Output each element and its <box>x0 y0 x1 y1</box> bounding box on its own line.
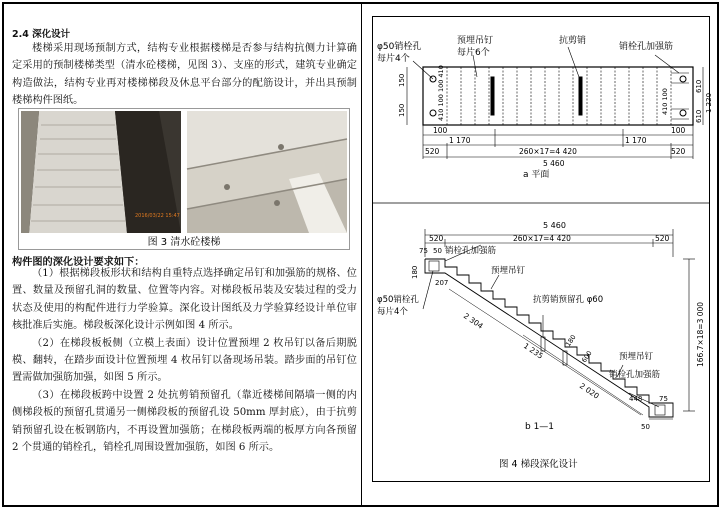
page-bottom-rule <box>2 505 719 507</box>
plan-hanger-label: 预埋吊钉 <box>457 36 494 46</box>
section-heading: 2.4 深化设计 <box>12 29 71 40</box>
plan-dim-total: 5 460 <box>543 159 565 168</box>
section-view <box>423 229 695 419</box>
plan-dim-1170b: 1 170 <box>625 136 647 145</box>
section-hanger-a-label: 预埋吊钉 <box>491 266 526 276</box>
stair-drawing <box>373 17 713 481</box>
requirements-list <box>12 265 357 456</box>
section-dim-right: 520 <box>655 234 670 243</box>
plan-dim-right: 520 <box>671 147 686 156</box>
plan-dim-middle: 260×17=4 420 <box>519 147 577 156</box>
requirement-item-2: （2）在梯段板板侧（立模上表面）设计位置预埋 2 枚吊钉以备后期脱模、翻转，在踏步面设计位置预埋 4 枚吊钉以备现场吊装。踏步面的吊钉位置需做加强筋加强，如图 5 所示。 <box>12 337 357 384</box>
column-divider <box>361 2 362 505</box>
stair-photo-panel <box>18 108 350 250</box>
figure-box <box>372 16 713 482</box>
requirements-title: 构件图的深化设计要求如下： <box>12 256 145 268</box>
section-dim-2304: 2 304 <box>461 311 485 331</box>
requirement-item-3: （3）在梯段板跨中设置 2 处抗剪销预留孔（靠近楼梯间隔墙一侧的内侧梯段板的预留孔贯通另一侧梯段板的预留孔设 50mm 厚封底），由于抗剪销预留孔设在板钢筋内，不再设置加强筋；在梯段板两端的板厚方向各预留 2 个贯通的销栓孔，销栓孔周围设置加强筋，如图 6 所示。 <box>12 389 357 454</box>
section-dim-total: 5 460 <box>543 221 566 230</box>
section-title: b 1—1 <box>525 422 555 432</box>
section-hanger-b-label: 预埋吊钉 <box>619 352 654 362</box>
plan-dim-610b: 610 <box>695 79 703 93</box>
plan-dim-100a: 100 <box>433 126 448 135</box>
plan-shear-pin-label: 抗剪销 <box>559 36 587 46</box>
section-pin-hole-label: φ50销栓孔 <box>377 295 419 305</box>
intro-paragraph: 楼梯采用现场预制方式，结构专业根据楼梯是否参与结构抗侧力计算确定采用的预制楼梯类型（清水砼楼梯，见图 3）、支座的形式，建筑专业确定构造做法，结构专业再对楼梯梯段及休息平台部分的配筋设计，并出具预制楼梯构件图纸。 <box>12 43 357 107</box>
photo-right <box>187 111 347 233</box>
section-dim-2020: 2 020 <box>577 381 601 401</box>
section-dim-50: 50 <box>433 247 442 255</box>
section-dim-height: 166.7×18=3 000 <box>696 301 705 367</box>
section-dim-middle: 260×17=4 420 <box>513 234 571 243</box>
plan-dim-1170a: 1 170 <box>449 136 471 145</box>
figure-caption: 图 4 梯段深化设计 <box>499 459 578 470</box>
section-dim-50b: 50 <box>641 423 650 431</box>
plan-dim-100b: 100 <box>671 126 686 135</box>
section-dim-600: 600 <box>580 349 594 365</box>
section-rebar-bottom-label: 销栓孔加强筋 <box>609 370 661 380</box>
section-dim-75: 75 <box>419 247 428 255</box>
section-pin-hole-count: 每片4个 <box>377 307 408 317</box>
section-rebar-top-label: 销栓孔加强筋 <box>445 246 497 256</box>
plan-pin-hole-label: φ50销栓孔 <box>377 42 422 52</box>
plan-dim-width: 1 220 <box>705 92 713 113</box>
requirement-item-1: （1）根据梯段板形状和结构自重特点选择确定吊钉和加强筋的规格、位置、数量及预留孔洞的数量、位置等内容。对梯段板吊装及安装过程的受力状态及使用的构配件进行力学验算。深化设计图纸及力学验算经设计单位审核批准后实施。梯段板深化设计示例如图 4 所示。 <box>12 268 357 332</box>
section-dim-207: 207 <box>435 279 449 287</box>
stair-photos <box>19 109 349 249</box>
plan-title: a 平面 <box>523 170 550 180</box>
plan-pin-hole-count: 每片4个 <box>377 54 410 64</box>
section-dim-180b: 180 <box>564 333 578 349</box>
section-dim-left: 520 <box>429 234 444 243</box>
section-dim-75b: 75 <box>659 395 668 403</box>
photo-caption: 图 3 清水砼楼梯 <box>147 237 221 248</box>
plan-dim-left: 520 <box>425 147 440 156</box>
section-dim-448: 448 <box>629 395 643 403</box>
section-dim-1235: 1 235 <box>521 341 545 361</box>
plan-rebar-label: 销栓孔加强筋 <box>619 42 674 52</box>
plan-dim-inner2: 410 100 <box>661 88 669 115</box>
section-shear-hole-label: 抗剪销预留孔 φ60 <box>533 295 604 305</box>
plan-dim-150a: 150 <box>398 103 406 117</box>
section-dim-180: 180 <box>411 265 419 279</box>
photo-timestamp: 2016/03/22 15:47 <box>135 213 180 219</box>
photo-left <box>21 111 181 233</box>
plan-dim-610a: 610 <box>695 109 703 123</box>
plan-dim-inner: 410 100 100 410 <box>437 65 445 121</box>
shear-pin-left <box>491 77 494 115</box>
shear-pin-right <box>579 77 582 115</box>
plan-dim-150b: 150 <box>398 73 406 87</box>
plan-hanger-count: 每片6个 <box>457 48 490 58</box>
